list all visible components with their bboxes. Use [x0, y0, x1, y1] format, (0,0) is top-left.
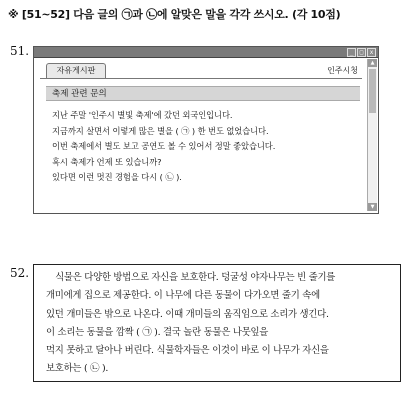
- passage-line: 먹지 못하고 달아나 버린다. 식물학자들은 이것이 바로 이 나무가 자신을: [46, 345, 329, 357]
- post-body: [52, 108, 362, 186]
- vertical-scrollbar[interactable]: [367, 59, 377, 211]
- site-name: 인주시청: [327, 66, 358, 75]
- question-number-52: 52.: [10, 266, 30, 280]
- scroll-thumb[interactable]: [369, 69, 376, 113]
- post-line: 있다면 이런 멋진 경험을 다시 ( ㉡ ).: [52, 172, 182, 183]
- passage-line: 식물은 다양한 방법으로 자신을 보호한다. 덩굴성 야자나무는 빈 줄기를: [46, 272, 336, 283]
- post-line: 혹시 축제가 언제 또 있습니까?: [52, 156, 162, 167]
- passage-line: 개미에게 집으로 제공한다. 이 나무에 다른 동물이 다가오면 줄기 속에: [46, 290, 320, 302]
- window-titlebar: [34, 47, 378, 58]
- post-line: 지금까지 살면서 이렇게 많은 별을 ( ㉠ ) 한 번도 없었습니다.: [52, 125, 269, 136]
- scroll-down-icon[interactable]: ▼: [368, 203, 377, 211]
- post-line: 이번 축제에서 별도 보고 공연도 볼 수 있어서 정말 좋았습니다.: [52, 141, 276, 152]
- close-icon[interactable]: x: [367, 48, 376, 57]
- passage-box: [33, 264, 401, 382]
- bulletin-board-window: [33, 46, 379, 214]
- passage-line: 이 소리는 동물을 깜짝 ( ㉠ ). 결국 놀란 동물은 나뭇잎을: [46, 326, 269, 338]
- passage-line: 있던 개미들은 밖으로 나온다. 이때 개미들의 움직임으로 소리가 생긴다.: [46, 308, 329, 320]
- tab-row: [40, 63, 362, 79]
- post-subject: 축제 관련 문의: [46, 86, 360, 101]
- maximize-icon[interactable]: □: [357, 48, 366, 57]
- passage-line: 보호하는 ( ㉡ ).: [46, 363, 109, 375]
- post-line: 지난 주말 '인주시 별빛 축제'에 갔던 외국인입니다.: [52, 110, 233, 120]
- minimize-icon[interactable]: _: [347, 48, 356, 57]
- passage-body: [46, 269, 394, 379]
- tab-free-board[interactable]: 자유게시판: [46, 63, 106, 78]
- instruction-text: ※ [51~52] 다음 글의 ㉠과 ㉡에 알맞은 말을 각각 쓰시오. (각 10점): [8, 8, 341, 21]
- question-number-51: 51.: [10, 44, 30, 58]
- scroll-up-icon[interactable]: ▲: [368, 59, 377, 67]
